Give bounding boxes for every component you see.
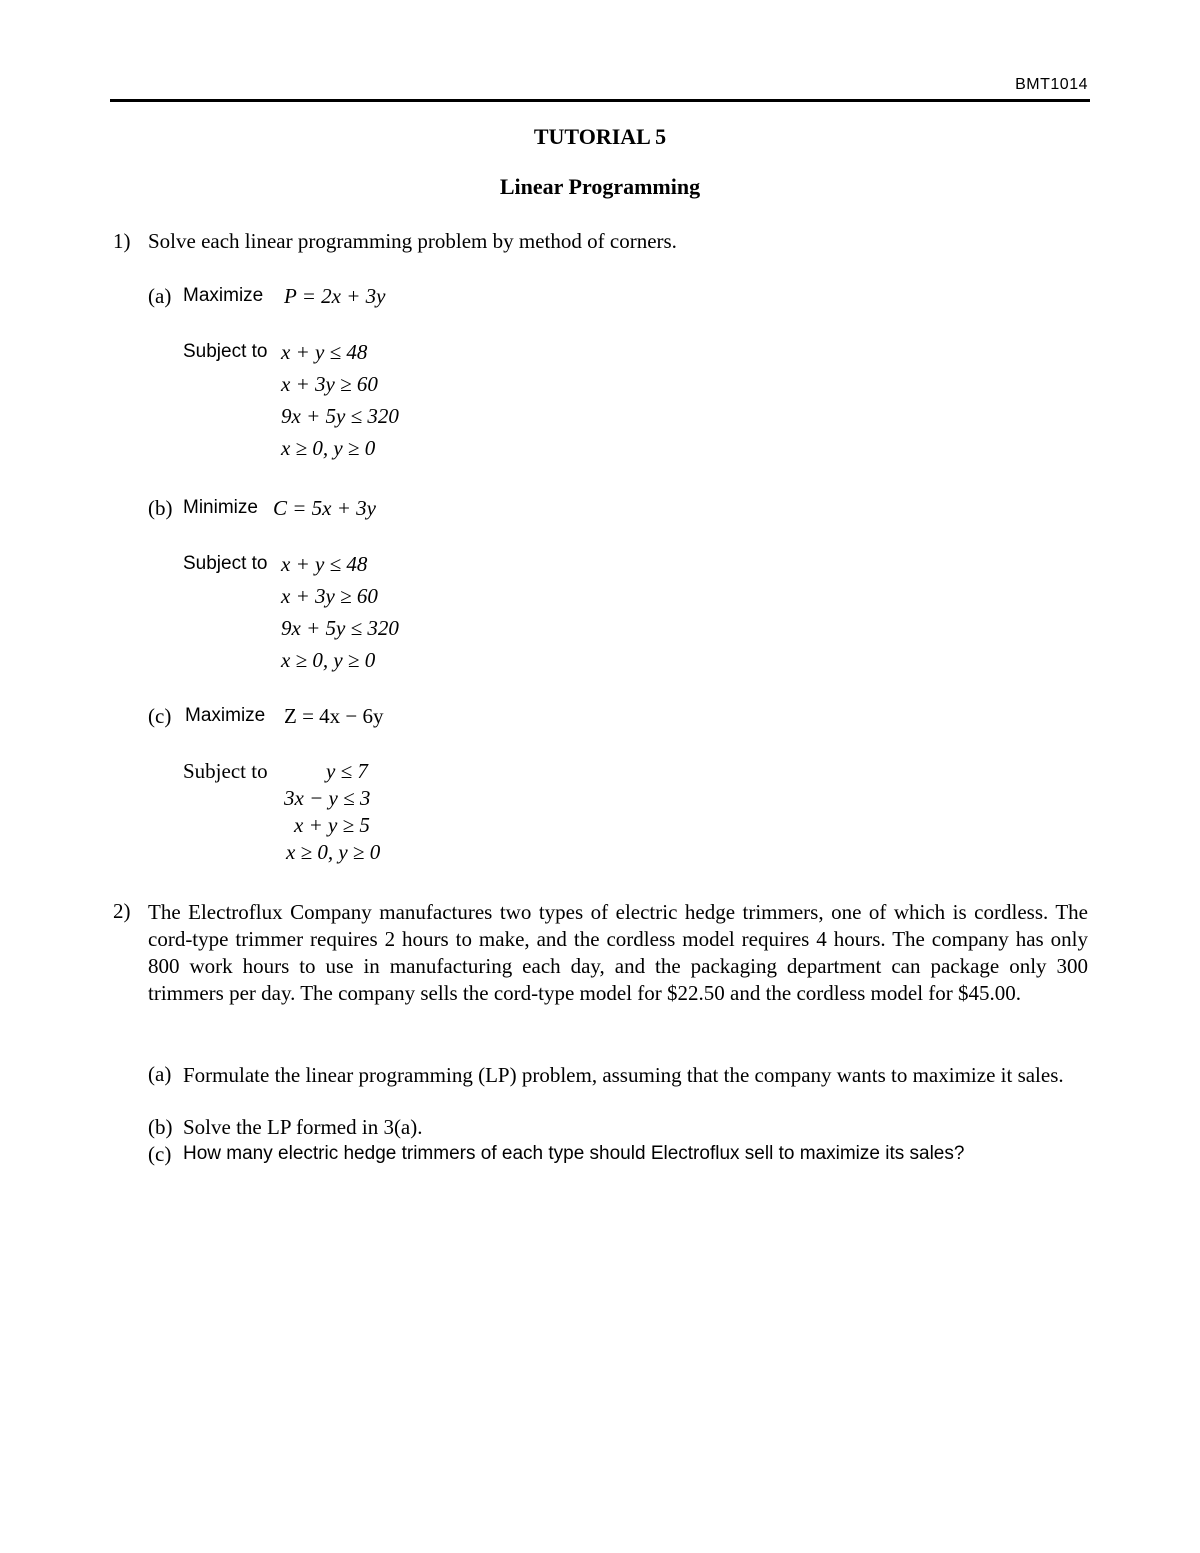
q1a-label: (a) bbox=[148, 284, 172, 308]
q1b-constraint-1: x + y ≤ 48 bbox=[281, 552, 368, 576]
tutorial-title: TUTORIAL 5 bbox=[533, 124, 667, 149]
q2a-label: (a) bbox=[148, 1062, 172, 1086]
q1c-label: (c) bbox=[148, 704, 172, 728]
q2b-label: (b) bbox=[148, 1115, 173, 1139]
q1a-objective-word: Maximize bbox=[183, 285, 264, 306]
header-rule bbox=[110, 99, 1090, 102]
q1a-constraint-3: 9x + 5y ≤ 320 bbox=[281, 404, 399, 428]
q1c-constraint-2: 3x − y ≤ 3 bbox=[284, 786, 371, 810]
q1c-constraint-1: y ≤ 7 bbox=[326, 759, 368, 783]
q1c-constraint-3: x + y ≥ 5 bbox=[294, 813, 370, 837]
q1b-subject-to: Subject to bbox=[183, 553, 268, 574]
q1c-objective-word: Maximize bbox=[185, 705, 266, 726]
q1c-constraint-4: x ≥ 0, y ≥ 0 bbox=[286, 840, 381, 864]
q1b-objective: C = 5x + 3y bbox=[273, 496, 376, 520]
q1b-constraint-2: x + 3y ≥ 60 bbox=[281, 584, 378, 608]
q2c-label: (c) bbox=[148, 1142, 172, 1166]
q1a-constraint-1: x + y ≤ 48 bbox=[281, 340, 368, 364]
q2-number: 2) bbox=[113, 899, 131, 923]
q2b-text: Solve the LP formed in 3(a). bbox=[183, 1115, 423, 1139]
q2c-text: How many electric hedge trimmers of each type should Electroflux sell to maximize its sales? bbox=[183, 1143, 965, 1164]
q1-number: 1) bbox=[113, 229, 131, 253]
q2a-text: Formulate the linear programming (LP) problem, assuming that the company wants to maximize it sales. bbox=[183, 1063, 1064, 1087]
q1b-constraint-3: 9x + 5y ≤ 320 bbox=[281, 616, 399, 640]
q1c-objective: Z = 4x − 6y bbox=[284, 704, 384, 728]
q1a-objective: P = 2x + 3y bbox=[284, 284, 386, 308]
q1b-label: (b) bbox=[148, 496, 173, 520]
q1a-subject-to: Subject to bbox=[183, 341, 268, 362]
topic-title: Linear Programming bbox=[499, 174, 701, 199]
q1a-constraint-4: x ≥ 0, y ≥ 0 bbox=[281, 436, 376, 460]
q1c-subject-to: Subject to bbox=[183, 759, 268, 783]
q2-text: The Electroflux Company manufactures two types of electric hedge trimmers, one of which is cordless. The cord-type trimmer requires 2 hours to make, and the cordless model requires 4 hours. The company has only 800 work hours to use in manufacturing each day, and the packaging department can package only 300 trimmers per day. The company sells the cord-type model for $22.50 and the cordless model for $45.00. bbox=[148, 900, 1088, 1005]
q1a-constraint-2: x + 3y ≥ 60 bbox=[281, 372, 378, 396]
q1-instruction: Solve each linear programming problem by method of corners. bbox=[148, 229, 677, 253]
course-code: BMT1014 bbox=[1015, 76, 1088, 93]
q1b-constraint-4: x ≥ 0, y ≥ 0 bbox=[281, 648, 376, 672]
q1b-objective-word: Minimize bbox=[183, 497, 258, 518]
